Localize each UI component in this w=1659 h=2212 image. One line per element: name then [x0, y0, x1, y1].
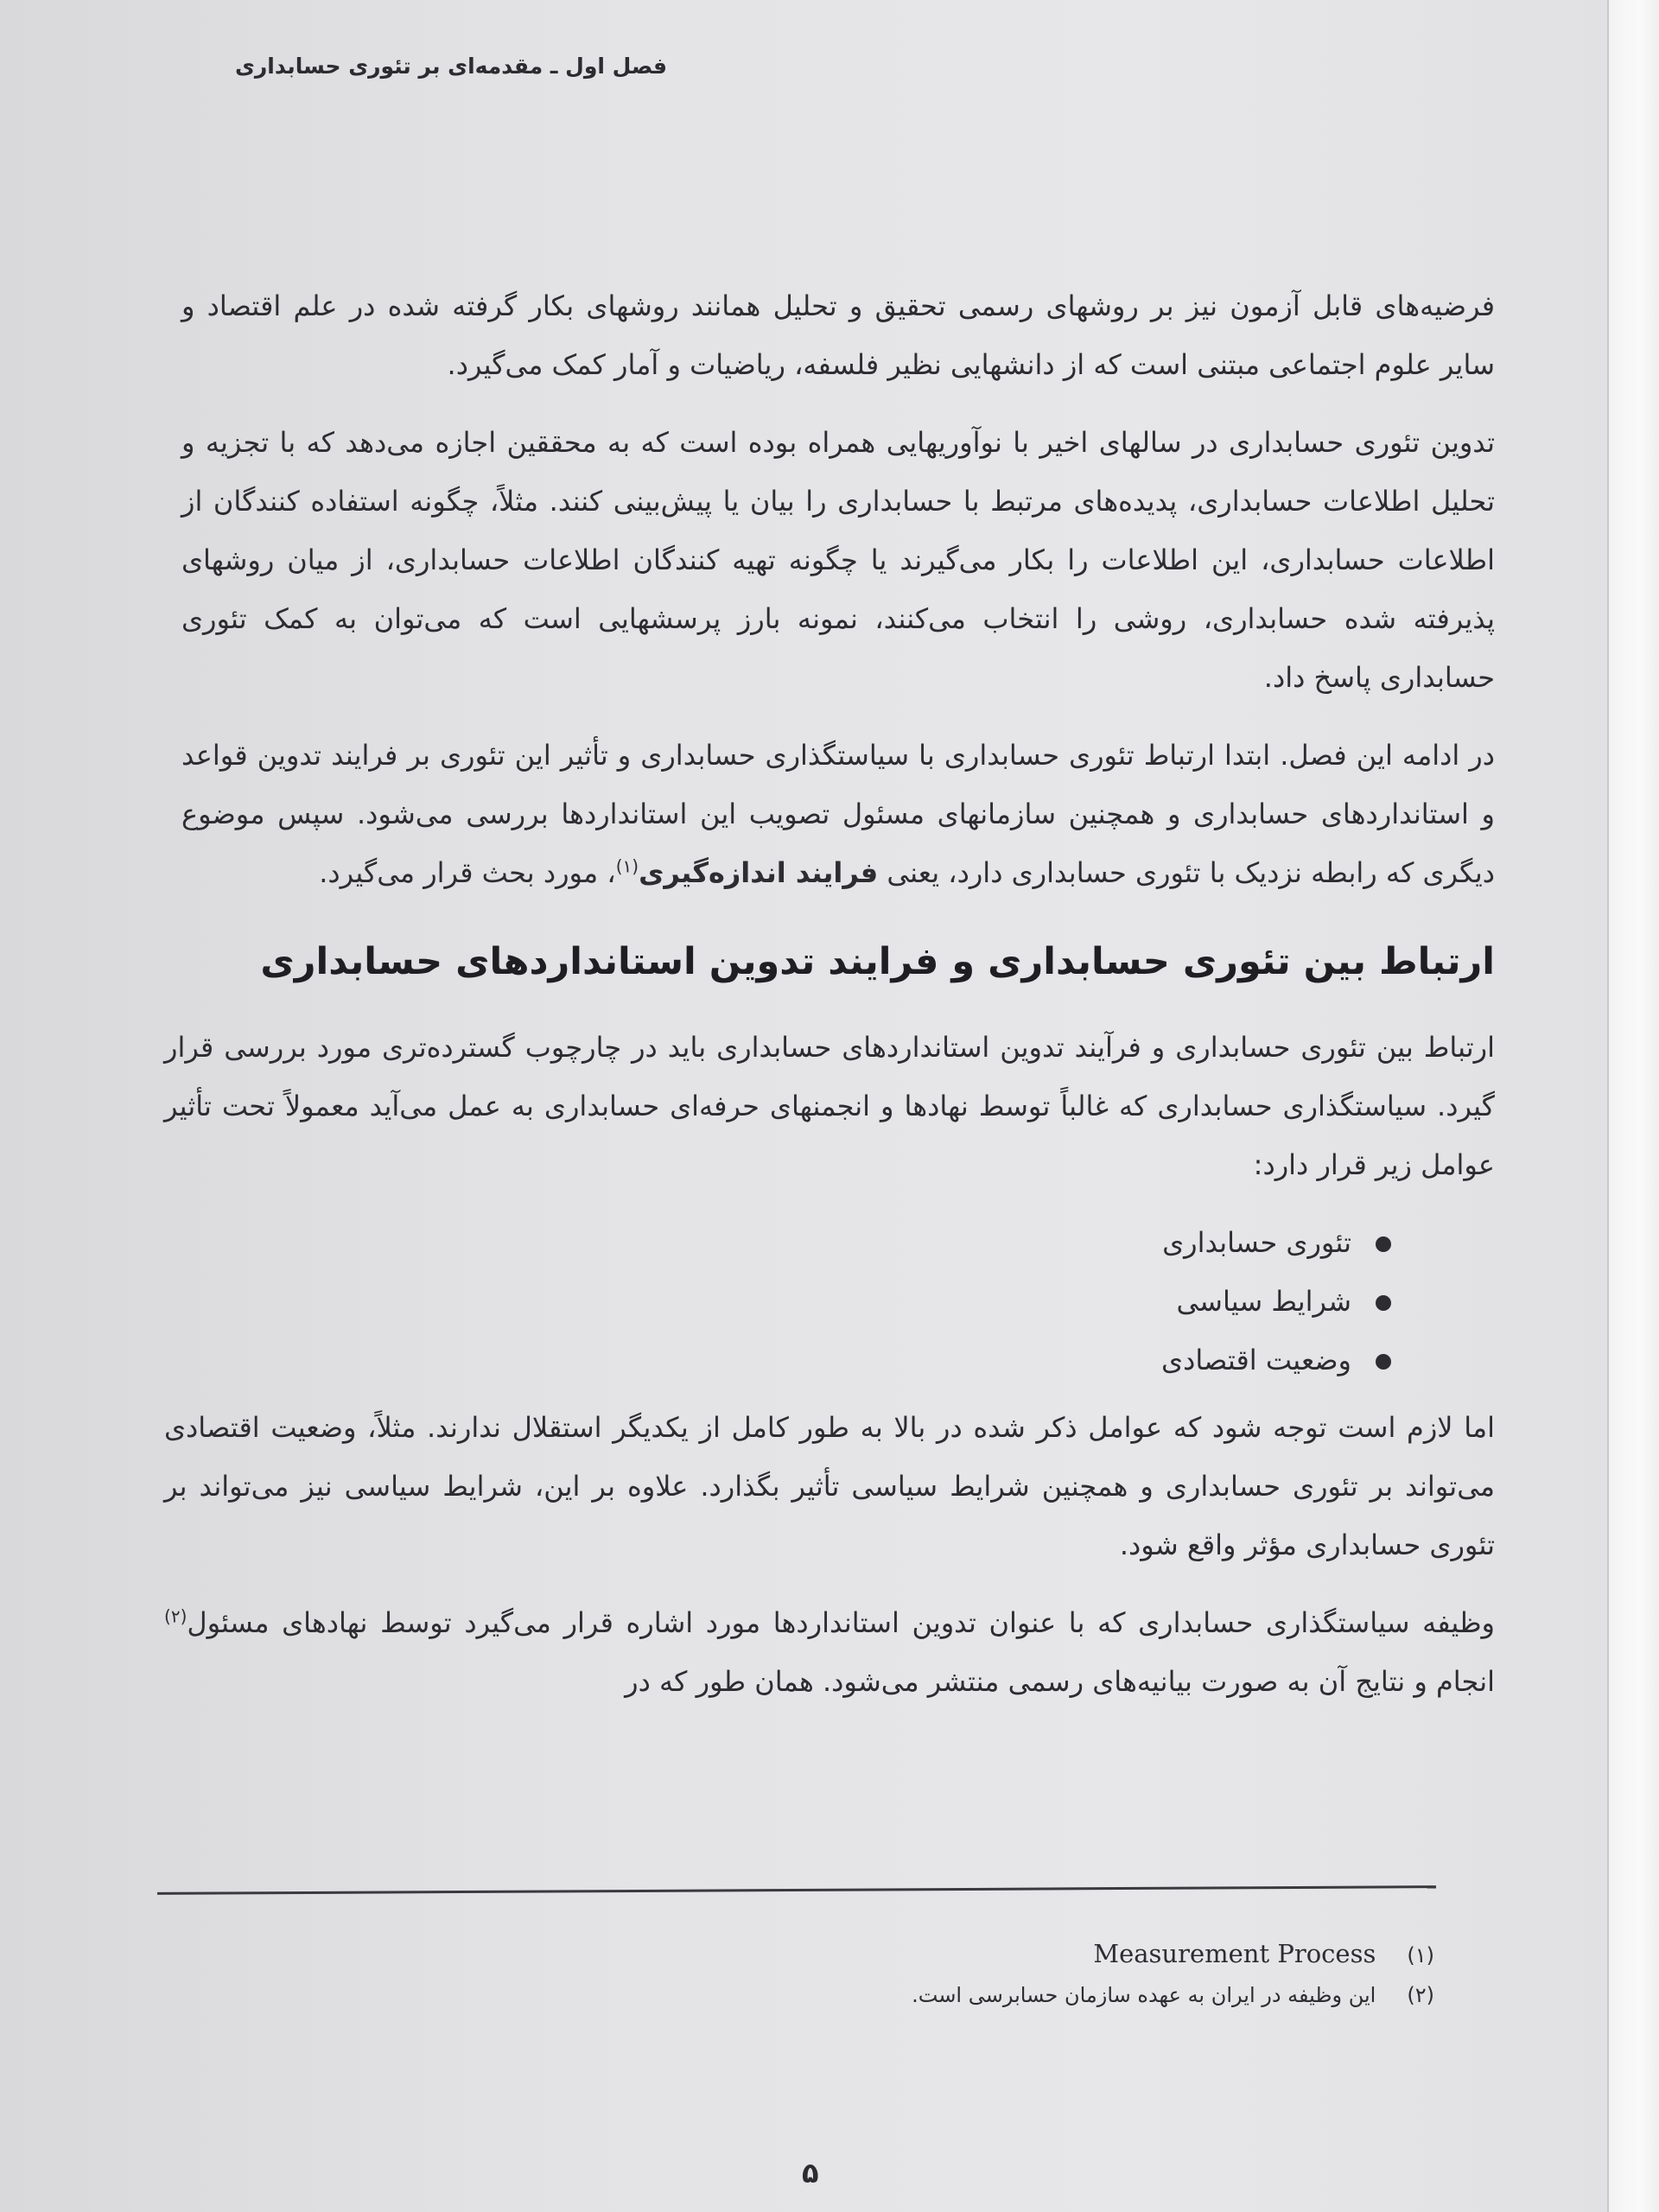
paragraph-2: تدوین تئوری حسابداری در سالهای اخیر با نوآوریهایی همراه بوده است که به محققین اجازه می‌دهد که با تجزیه و تحلیل اطلاعات حسابداری، پدیده‌های مرتبط با حسابداری را بیان یا پیش‌بینی کنند. مثلاً، چگونه استفاده کنندگان از اطلاعات حسابداری، این اطلاعات را بکار می‌گیرند یا چگونه تهیه کنندگان اطلاعات حسابداری، از میان روشهای پذیرفته شده حسابداری، روشی را انتخاب می‌کنند، نمونه بارز پرسشهایی است که می‌توان به کمک تئوری حسابداری پاسخ داد. [181, 426, 1495, 694]
bullet-icon [1376, 1295, 1391, 1311]
paragraph-6-end: انجام و نتایج آن به صورت بیانیه‌های رسمی منتشر می‌شود. همان طور که در [625, 1665, 1495, 1698]
page-number: ۵ [802, 2157, 819, 2190]
list-item [164, 1213, 1391, 1272]
footnote-number: (۱) [1407, 1943, 1434, 1967]
footnote-1 [605, 1934, 1434, 1975]
footnote-2 [605, 1975, 1434, 2015]
list-item-label: تئوری حسابداری [1162, 1226, 1351, 1259]
footnote-ref-2: (۲) [164, 1605, 188, 1627]
footnote-text: این وظیفه در ایران به عهده سازمان حسابرسی است. [912, 1983, 1376, 2007]
paragraph-6 [164, 1593, 1495, 1711]
page-edge [1607, 0, 1659, 2212]
bullet-icon [1376, 1354, 1391, 1370]
footnotes [605, 1934, 1434, 2015]
bullet-icon [1376, 1236, 1391, 1252]
footnote-number: (۲) [1407, 1983, 1434, 2007]
paragraph-4: ارتباط بین تئوری حسابداری و فرآیند تدوین استانداردهای حسابداری باید در چارچوب گسترده‌تری مورد بررسی قرار گیرد. سیاستگذاری حسابداری که غالباً توسط نهادها و انجمنهای حرفه‌ای حسابداری به عمل می‌آید معمولاً تحت تأثیر عوامل زیر قرار دارد: [164, 1031, 1495, 1181]
footnote-text: Measurement Process [1093, 1939, 1376, 1968]
body-text [164, 276, 1495, 1730]
list-item [164, 1331, 1391, 1389]
paragraph-3 [164, 726, 1495, 902]
paragraph-5: اما لازم است توجه شود که عوامل ذکر شده در بالا به طور کامل از یکدیگر استقلال ندارند. مثلاً، وضعیت اقتصادی می‌تواند بر تئوری حسابداری و همچنین شرایط سیاسی تأثیر بگذارد. علاوه بر این، شرایط سیاسی نیز می‌تواند بر تئوری حسابداری مؤثر واقع شود. [164, 1411, 1495, 1561]
list-item-label: وضعیت اقتصادی [1161, 1344, 1351, 1376]
section-heading: ارتباط بین تئوری حسابداری و فرایند تدوین استانداردهای حسابداری [260, 940, 1495, 983]
footnote-ref-1: (۱) [615, 855, 639, 877]
running-head: فصل اول ـ مقدمه‌ای بر تئوری حسابداری [235, 54, 667, 79]
paragraph-1: فرضیه‌های قابل آزمون نیز بر روشهای رسمی تحقیق و تحلیل همانند روشهای بکار گرفته شده در علم اقتصاد و سایر علوم اجتماعی مبتنی است که از دانشهایی نظیر فلسفه، ریاضیات و آمار کمک می‌گیرد. [181, 289, 1495, 381]
measurement-process-term: فرایند اندازه‌گیری [639, 856, 879, 889]
list-item-label: شرایط سیاسی [1176, 1285, 1351, 1318]
paragraph-3-text: در ادامه این فصل. ابتدا ارتباط تئوری حسابداری با سیاستگذاری حسابداری و تأثیر این تئوری بر فرایند تدوین قواعد و استانداردهای حسابداری و همچنین سازمانهای مسئول تصویب این استانداردها بررسی می‌شود. سپس موضوع دیگری که رابطه نزدیک با تئوری حسابداری دارد، یعنی [181, 739, 1495, 889]
paragraph-6-text: وظیفه سیاستگذاری حسابداری که با عنوان تدوین استانداردها مورد اشاره قرار می‌گیرد توسط نهادهای مسئول [187, 1606, 1495, 1639]
list-item [164, 1272, 1391, 1331]
factor-list [164, 1213, 1495, 1389]
paragraph-3-end: ، مورد بحث قرار می‌گیرد. [319, 856, 616, 889]
